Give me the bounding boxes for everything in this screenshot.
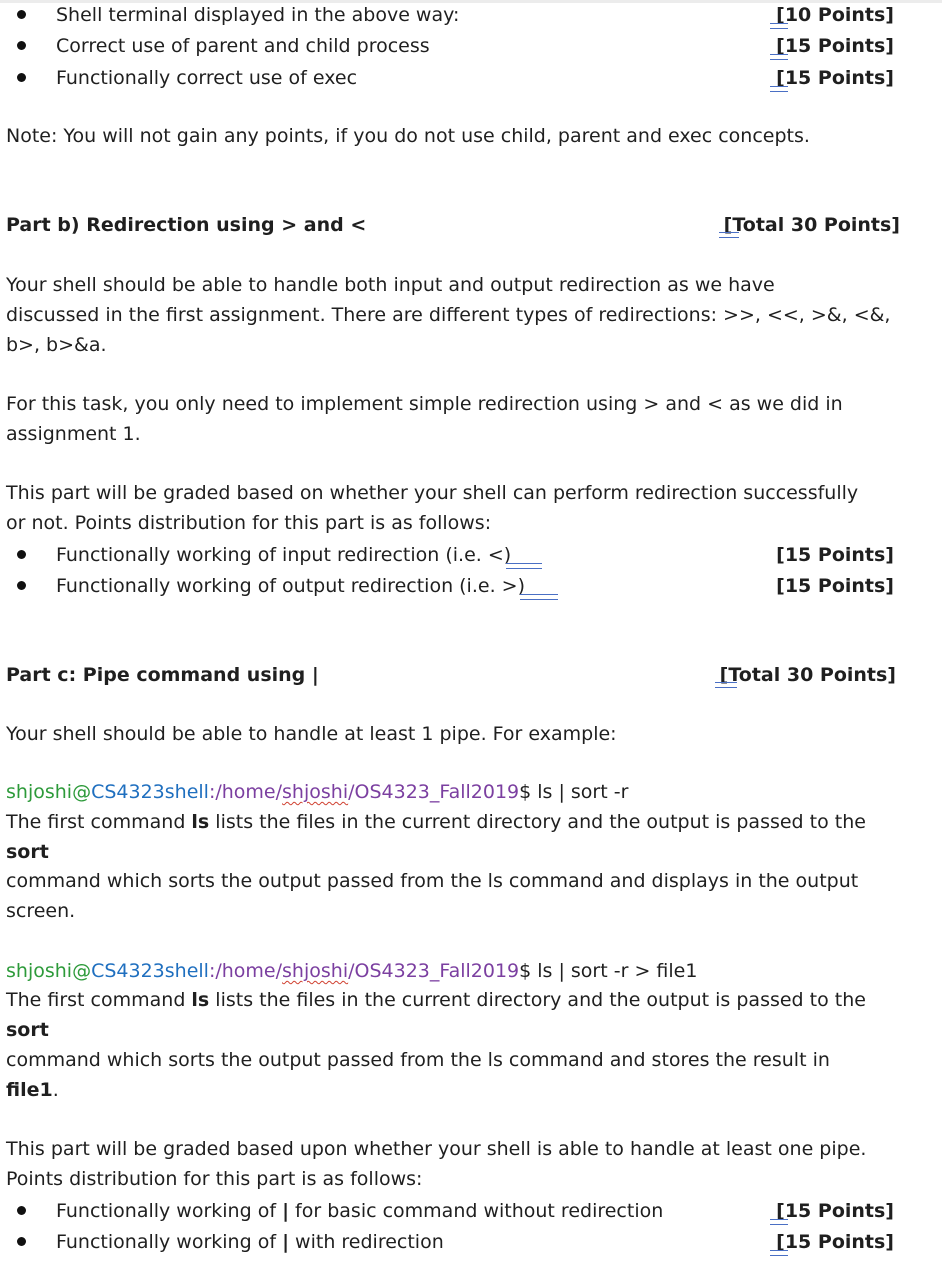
text-run: lists the files in the current directory and the output is passed to the [209,989,866,1011]
list-item-text [56,1198,663,1224]
shell-prompt-example [6,780,628,804]
list-item [0,542,942,568]
track-change-mark [770,1219,788,1225]
shell-prompt-example [6,959,697,983]
list-item [0,2,942,28]
list-item-text: Correct use of parent and child process [56,35,430,57]
text-run: The first command [6,811,192,833]
paragraph-line: For this task, you only need to implement simple redirection using > and < as we did in [6,393,843,415]
paragraph-line: Your shell should be able to handle both input and output redirection as we have [6,274,775,296]
list-item-text: Functionally working of input redirection (i.e. <) [56,544,512,566]
points-label: [15 Points] [776,1231,894,1253]
prompt-path-user: shjoshi [282,960,349,982]
points-label: [15 Points] [776,35,894,57]
text-run-bold: sort [6,1019,49,1041]
bullet-dot [17,1237,26,1246]
prompt-user: shjoshi@ [6,781,92,803]
prompt-host: CS4323shell [91,960,209,982]
list-item [0,573,942,599]
note-text: Note: You will not gain any points, if you do not use child, parent and exec concepts. [6,125,810,147]
paragraph-line: or not. Points distribution for this part is as follows: [6,512,492,534]
paragraph-line: command which sorts the output passed from the ls command and stores the result in [6,1049,830,1071]
prompt-path: :/home/ [208,960,283,982]
paragraph-line: assignment 1. [6,423,141,445]
part-c-total: [Total 30 Points] [719,664,896,686]
list-item [0,33,942,59]
track-change-mark [719,232,739,238]
track-change-mark [770,23,788,29]
list-item-text: Functionally working of output redirection (i.e. >) [56,575,525,597]
paragraph-line: command which sorts the output passed from the ls command and displays in the output [6,870,859,892]
bullet-dot [17,10,26,19]
paragraph-line: This part will be graded based upon whether your shell is able to handle at least one pipe. [6,1138,867,1160]
prompt-path-user: shjoshi [282,781,349,803]
list-item [0,1198,942,1224]
prompt-path-dir: /OS4323_Fall2019 [348,960,520,982]
bullet-dot [17,550,26,559]
text-run: for basic command without redirection [289,1200,664,1222]
text-run: Functionally working of [56,1200,283,1222]
list-item [0,1229,942,1255]
bullet-dot [17,73,26,82]
points-label: [10 Points] [776,4,894,26]
prompt-path-dir: /OS4323_Fall2019 [348,781,520,803]
text-run: with redirection [289,1231,444,1253]
points-label: [15 Points] [776,67,894,89]
text-run-bold: ls [191,811,210,833]
paragraph-line: discussed in the first assignment. There are different types of redirections: >>, <<, >&, <&, [6,304,891,326]
text-run-bold: sort [6,841,49,863]
prompt-command: $ ls | sort -r > file1 [519,960,698,982]
bullet-dot [17,581,26,590]
pipe-symbol: | [282,1200,290,1222]
prompt-command: $ ls | sort -r [519,781,629,803]
list-item-text: Shell terminal displayed in the above way: [56,4,460,26]
points-label: [15 Points] [776,1200,894,1222]
prompt-path: :/home/ [208,781,283,803]
track-change-mark [770,86,788,92]
paragraph-line: screen. [6,900,76,922]
track-change-mark [506,563,542,569]
bullet-dot [17,1206,26,1215]
text-run: lists the files in the current directory and the output is passed to the [209,811,866,833]
track-change-mark [520,594,558,600]
paragraph-line [6,1078,59,1102]
bullet-dot [17,41,26,50]
list-item-text: Functionally correct use of exec [56,67,358,89]
paragraph-line: Your shell should be able to handle at least 1 pipe. For example: [6,723,617,745]
paragraph-line [6,810,866,834]
paragraph-line [6,988,866,1012]
paragraph-line [6,840,49,864]
track-change-mark [770,1250,788,1256]
paragraph-line: This part will be graded based on whether your shell can perform redirection successfully [6,482,859,504]
part-b-heading: Part b) Redirection using > and < [6,214,367,236]
points-label: [15 Points] [776,544,894,566]
track-change-mark [715,682,737,688]
text-run-bold: ls [191,989,210,1011]
list-item-text [56,1229,444,1255]
list-item [0,65,942,91]
track-change-mark [770,54,788,60]
paragraph-line: b>, b>&a. [6,334,107,356]
paragraph-line: Points distribution for this part is as follows: [6,1168,423,1190]
text-run: The first command [6,989,192,1011]
pipe-symbol: | [282,1231,290,1253]
text-run: . [52,1079,59,1101]
part-b-total: [Total 30 Points] [723,214,900,236]
prompt-user: shjoshi@ [6,960,92,982]
part-c-heading: Part c: Pipe command using | [6,664,319,686]
points-label: [15 Points] [776,575,894,597]
text-run-bold: file1 [6,1079,53,1101]
paragraph-line [6,1018,49,1042]
prompt-host: CS4323shell [91,781,209,803]
text-run: Functionally working of [56,1231,283,1253]
